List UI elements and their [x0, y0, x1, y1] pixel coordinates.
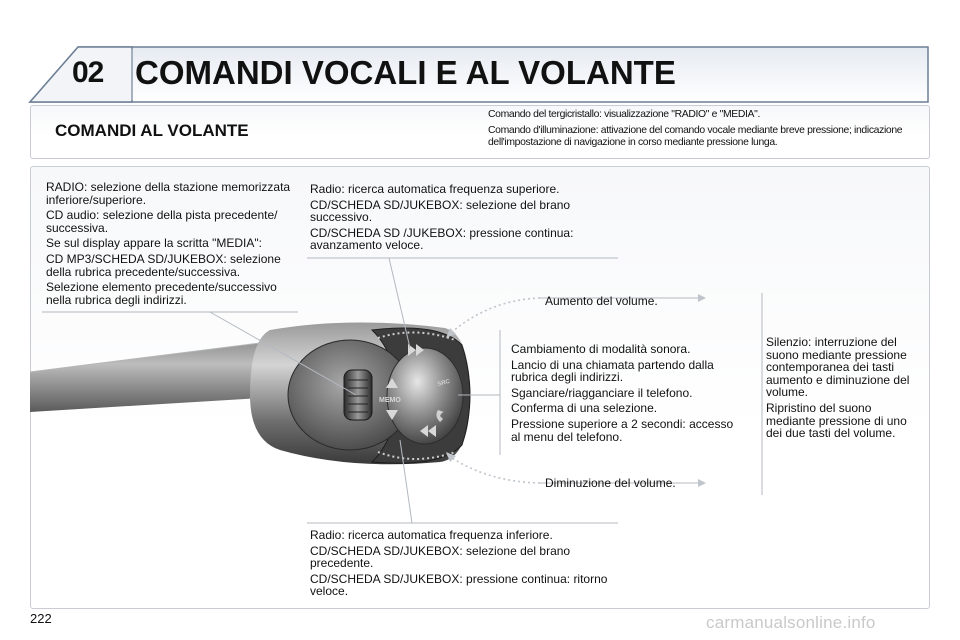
callout-center-line: Sganciare/riagganciare il telefono.: [511, 385, 693, 400]
page-number: 222: [30, 611, 52, 626]
chapter-number: 02: [72, 56, 104, 89]
callout-top-center: [310, 183, 610, 255]
callout-center-right: [511, 343, 739, 446]
callout-left-line: Selezione elemento precedente/successivo nella rubrica degli indirizzi.: [46, 280, 277, 307]
callout-center-line: Cambiamento di modalità sonora.: [511, 342, 691, 356]
callout-far-line: Ripristino del suono mediante pressione di uno dei due tasti del volume.: [766, 400, 907, 441]
callout-top-line: Radio: ricerca automatica frequenza superiore.: [310, 182, 560, 196]
src-label: SRC: [436, 378, 451, 388]
page-title: COMANDI VOCALI E AL VOLANTE: [135, 54, 676, 91]
callout-center-line: Pressione superiore a 2 secondi: accesso al menu del telefono.: [511, 416, 734, 444]
callout-bottom-line: CD/SCHEDA SD/JUKEBOX: pressione continua: ritorno veloce.: [310, 571, 608, 599]
callout-left: [46, 181, 298, 309]
callout-left-line: CD MP3/SCHEDA SD/JUKEBOX: selezione della rubrica precedente/successiva.: [46, 251, 281, 279]
section-title: COMANDI AL VOLANTE: [55, 121, 249, 140]
memo-label: MEMO: [379, 397, 401, 404]
callout-bottom-center: [310, 529, 610, 601]
note-lighting: Comando d'illuminazione: attivazione del comando vocale mediante breve pressione; indicazione dell'impostazione di navigazione in corso mediante pressione lunga.: [488, 125, 903, 148]
callout-bottom-line: Radio: ricerca automatica frequenza inferiore.: [310, 528, 553, 542]
note-wiper: Comando del tergicristallo: visualizzazione "RADIO" e "MEDIA".: [488, 109, 760, 120]
callout-left-line: CD audio: selezione della pista precedente/ successiva.: [46, 208, 278, 235]
callout-far-line: Silenzio: interruzione del suono mediante pressione contemporanea dei tasti aumento e diminuzione del volume.: [766, 335, 910, 400]
callout-far-right: [766, 336, 924, 443]
callout-top-line: CD/SCHEDA SD /JUKEBOX: pressione continua: avanzamento veloce.: [310, 225, 574, 253]
callout-center-line: Conferma di una selezione.: [511, 401, 658, 416]
callout-center-line: Lancio di una chiamata partendo dalla rubrica degli indirizzi.: [511, 357, 714, 385]
callout-volume-down: Diminuzione del volume.: [545, 476, 676, 490]
callout-top-line: CD/SCHEDA SD/JUKEBOX: selezione del brano successivo.: [310, 197, 571, 225]
callout-bottom-line: CD/SCHEDA SD/JUKEBOX: selezione del brano precedente.: [310, 543, 571, 571]
callout-left-line: RADIO: selezione della stazione memorizzata inferiore/superiore.: [46, 180, 291, 207]
callout-left-line: Se sul display appare la scritta "MEDIA":: [46, 236, 262, 251]
watermark: carmanualsonline.info: [706, 613, 876, 632]
callout-volume-up: Aumento del volume.: [545, 294, 658, 308]
